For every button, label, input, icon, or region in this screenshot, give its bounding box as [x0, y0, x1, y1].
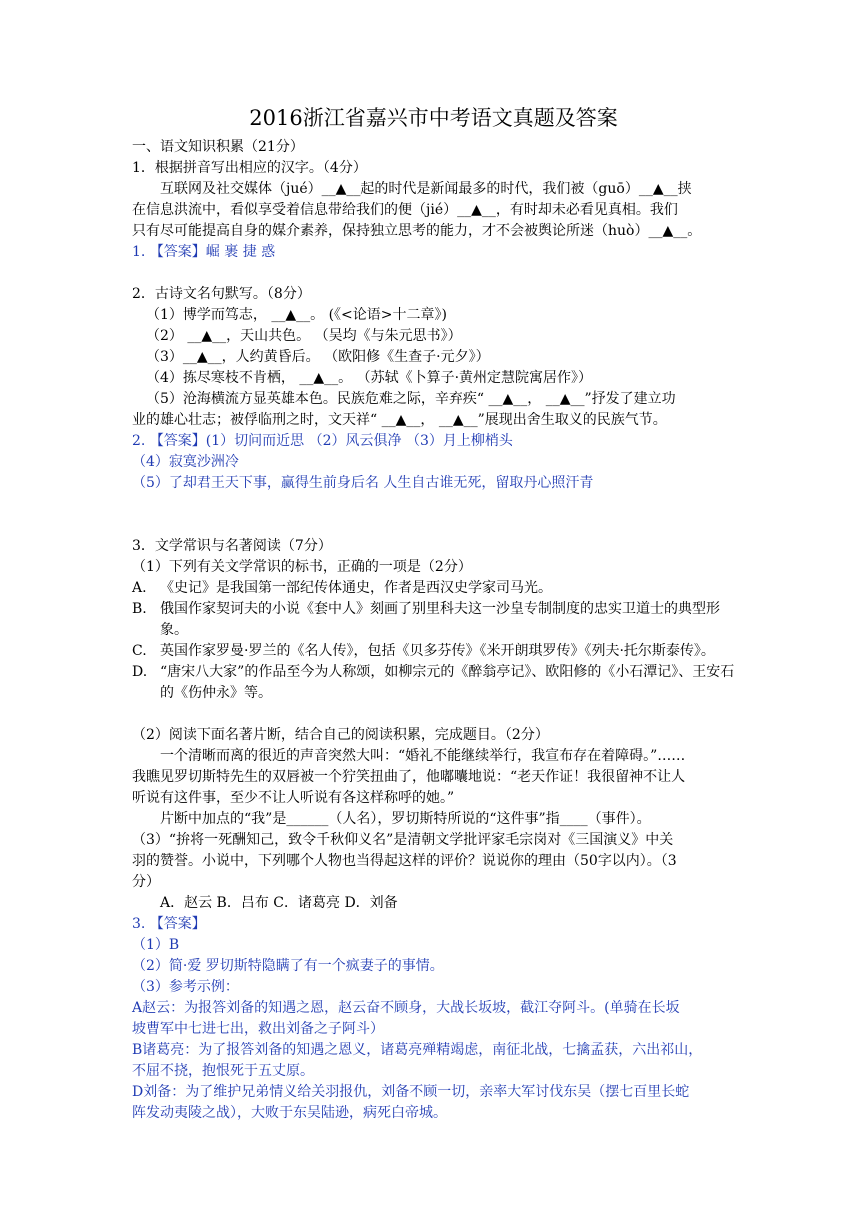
question-2-item: 业的雄心壮志；被俘临刑之时，文天祥“ __▲__， __▲__”展现出舍生取义的民族气节。 [132, 412, 667, 428]
question-3-answer: （2）简·爱 罗切斯特隐瞒了有一个疯妻子的事情。 [132, 958, 444, 974]
option-b [132, 599, 735, 641]
option-a [132, 578, 735, 599]
option-c [132, 641, 735, 662]
question-2-item: （2） __▲__，天山共色。 （吴均《与朱元思书》） [146, 328, 462, 344]
choice-list: A．赵云 B．吕布 C．诸葛亮 D．刘备 [160, 895, 398, 911]
question-2-item: （5）沧海横流方显英雄本色。民族危难之际，辛弃疾“ __▲__， __▲__”抒发了建立功 [146, 391, 676, 407]
page-title: 2016浙江省嘉兴市中考语文真题及答案 [249, 106, 618, 130]
option-key: D. [132, 664, 148, 680]
question-2-stem: 2．古诗文名句默写。（8分） [132, 286, 311, 302]
question-3-answer-title: 3. 【答案】 [132, 916, 206, 932]
question-1-text: 在信息洪流中，看似享受着信息带给我们的便（jié）__▲__，有时却未必看见真相。我们 [132, 202, 678, 218]
passage-line: 一个清晰而离的很近的声音突然大叫：“婚礼不能继续举行，我宣布存在着障碍。”…… [160, 748, 686, 764]
question-3-sub: （3）“拚将一死酬知己，致令千秋仰义名”是清朝文学批评家毛宗岗对《三国演义》中关 [132, 832, 674, 848]
question-3-answer: D刘备：为了维护兄弟情义给关羽报仇，刘备不顾一切，亲率大军讨伐东吴（摆七百里长蛇 [132, 1084, 690, 1100]
question-3-sub: 羽的赞誉。小说中，下列哪个人物也当得起这样的评价？说说你的理由（50字以内）。（3 [132, 853, 677, 869]
question-2-item: （4）拣尽寒枝不肯栖， __▲__。 （苏轼《卜算子·黄州定慧院寓居作》） [146, 370, 593, 386]
question-1-stem: 1．根据拼音写出相应的汉字。（4分） [132, 160, 367, 176]
question-2-answer: （5）了却君王天下事，赢得生前身后名 人生自古谁无死，留取丹心照汗青 [132, 475, 594, 491]
passage-line: 听说有这件事，至少不让人听说有各这样称呼的她。” [132, 790, 455, 806]
passage-line: 我瞧见罗切斯特先生的双唇被一个狞笑扭曲了，他嘟囔地说：“老天作证！我很留神不让人 [132, 769, 686, 785]
question-3-sub: （2）阅读下面名著片断，结合自己的阅读积累，完成题目。（2分） [132, 727, 549, 743]
option-d [132, 662, 735, 704]
question-3-sub: 分） [132, 874, 160, 890]
option-key: C. [132, 643, 147, 659]
question-1-text: 只有尽可能提高自身的媒介素养，保持独立思考的能力，才不会被舆论所迷（huò）__▲__。 [132, 223, 702, 239]
question-3-sub: （1）下列有关文学常识的标书，正确的一项是（2分） [132, 559, 472, 575]
question-1-text: 互联网及社交媒体（jué）__▲__起的时代是新闻最多的时代，我们被（guō）__▲__挟 [160, 181, 692, 197]
question-3-answer: 阵发动夷陵之战），大败于东吴陆逊，病死白帝城。 [132, 1105, 447, 1121]
question-3-answer: 坡曹军中七进七出，救出刘备之子阿斗） [132, 1021, 384, 1037]
question-1-answer: 1. 【答案】崛 裹 捷 惑 [132, 244, 276, 260]
option-text: “唐宋八大家”的作品至今为人称颂，如柳宗元的《醉翁亭记》、欧阳修的《小石潭记》、王安石的《伤仲永》等。 [160, 664, 735, 701]
question-2-answer: （4）寂寞沙洲冷 [132, 454, 239, 470]
section-heading: 一、语文知识积累（21分） [132, 139, 304, 155]
question-3-stem: 3．文学常识与名著阅读（7分） [132, 538, 332, 554]
question-3-answer: A赵云：为报答刘备的知遇之恩，赵云奋不顾身，大战长坂坡，截江夺阿斗。(单骑在长坂 [132, 1000, 680, 1016]
question-2-item: （1）博学而笃志， __▲__。 (《<论语>十二章》) [146, 307, 447, 323]
question-2-item: （3）__▲__，人约黄昏后。 （欧阳修《生查子·元夕》） [146, 349, 490, 365]
option-text: 俄国作家契诃夫的小说《套中人》刻画了别里科夫这一沙皇专制制度的忠实卫道士的典型形象。 [160, 601, 720, 638]
question-3-answer: 不屈不挠，抱恨死于五丈原。 [132, 1063, 314, 1079]
question-3-answer: B诸葛亮：为了报答刘备的知遇之恩义，诸葛亮殚精竭虑，南征北战，七擒孟获，六出祁山， [132, 1042, 703, 1058]
option-key: A. [132, 580, 147, 596]
question-3-answer: （3）参考示例： [132, 979, 239, 995]
option-text: 英国作家罗曼·罗兰的《名人传》，包括《贝多芬传》《米开朗琪罗传》《列夫·托尔斯泰传》。 [160, 643, 715, 659]
option-key: B. [132, 601, 147, 617]
question-2-answer: 2. 【答案】(1）切问而近思 （2）风云俱净 （3）月上柳梢头 [132, 433, 513, 449]
option-text: 《史记》是我国第一部纪传体通史，作者是西汉史学家司马光。 [160, 580, 552, 596]
passage-question: 片断中加点的“我”是______（人名），罗切斯特所说的“这件事”指____（事件）。 [160, 811, 651, 827]
question-3-answer: （1）B [132, 937, 180, 953]
